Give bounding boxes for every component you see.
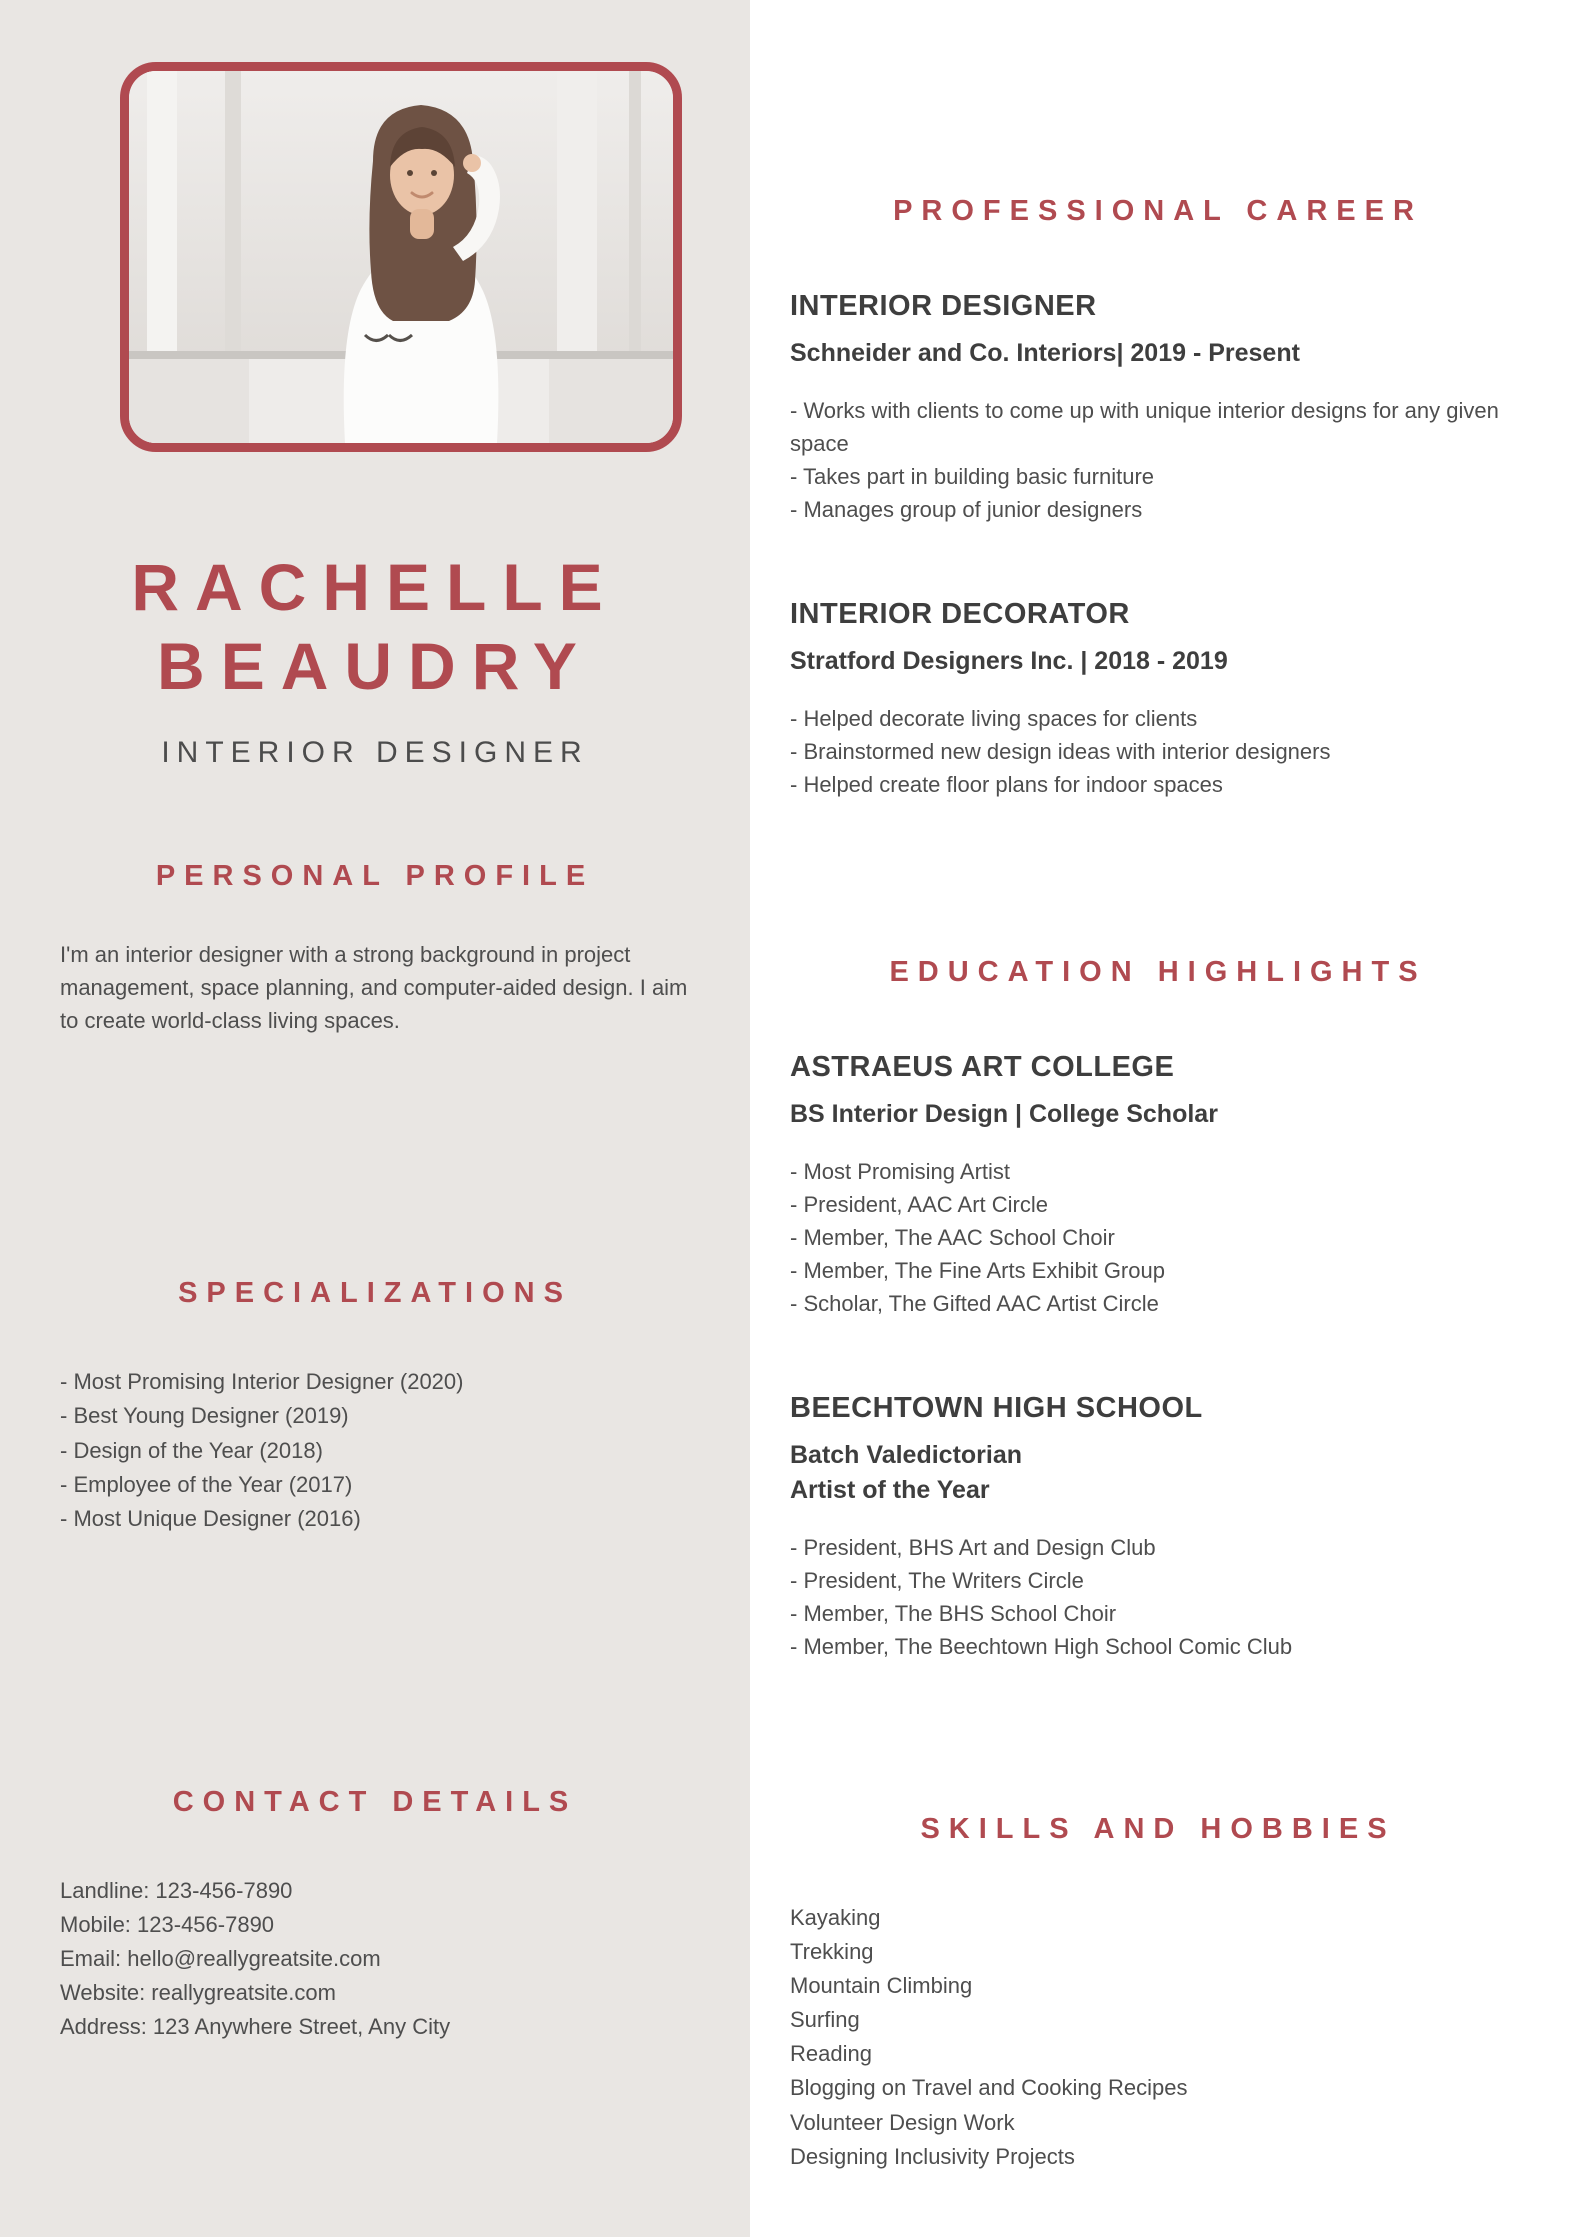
education-bullet: - Member, The Fine Arts Exhibit Group xyxy=(790,1258,1165,1283)
job-title: INTERIOR DESIGNER xyxy=(790,290,1097,322)
contact-email: Email: hello@reallygreatsite.com xyxy=(60,1946,381,1972)
name-line-2: BEAUDRY xyxy=(157,629,593,704)
education-bullets xyxy=(790,1155,1510,1320)
education-entry xyxy=(790,1392,1526,1663)
specialization-item: - Most Promising Interior Designer (2020) xyxy=(60,1369,464,1395)
job-bullet: - Helped create floor plans for indoor spaces xyxy=(790,772,1223,797)
personal-profile-heading: PERSONAL PROFILE xyxy=(155,860,595,893)
profile-photo-frame xyxy=(120,62,682,452)
person-role: INTERIOR DESIGNER xyxy=(161,736,589,770)
name-line-1: RACHELLE xyxy=(131,550,619,624)
honor-line: Batch Valedictorian xyxy=(790,1441,1023,1469)
education-bullet: - President, BHS Art and Design Club xyxy=(790,1535,1156,1560)
person-name xyxy=(0,548,750,706)
left-sidebar xyxy=(0,0,750,2237)
skills-hobbies-heading: SKILLS AND HOBBIES xyxy=(920,1813,1396,1845)
section-professional-career xyxy=(790,195,1526,801)
skills-list xyxy=(790,1901,1526,2174)
contact-website: Website: reallygreatsite.com xyxy=(60,1980,336,2006)
job-bullet: - Brainstormed new design ideas with interior designers xyxy=(790,739,1331,764)
contact-details-heading: CONTACT DETAILS xyxy=(172,1785,578,1818)
education-bullets xyxy=(790,1531,1510,1663)
career-entry xyxy=(790,290,1526,526)
specialization-item: - Design of the Year (2018) xyxy=(60,1437,323,1463)
skill-item: Reading xyxy=(790,2041,872,2067)
contact-address: Address: 123 Anywhere Street, Any City xyxy=(60,2014,451,2040)
job-company-dates: Schneider and Co. Interiors| 2019 - Present xyxy=(790,339,1300,367)
school-name: ASTRAEUS ART COLLEGE xyxy=(790,1051,1175,1083)
specialization-item: - Employee of the Year (2017) xyxy=(60,1471,353,1497)
job-bullet: - Manages group of junior designers xyxy=(790,497,1143,522)
specializations-heading: SPECIALIZATIONS xyxy=(178,1277,572,1310)
job-bullets xyxy=(790,394,1510,526)
education-highlights-heading: EDUCATION HIGHLIGHTS xyxy=(889,956,1427,988)
school-name: BEECHTOWN HIGH SCHOOL xyxy=(790,1392,1203,1424)
career-entry xyxy=(790,598,1526,801)
job-title: INTERIOR DECORATOR xyxy=(790,598,1130,630)
education-bullet: - President, AAC Art Circle xyxy=(790,1192,1048,1217)
section-education-highlights xyxy=(790,956,1526,1663)
education-entry xyxy=(790,1051,1526,1320)
job-bullet: - Takes part in building basic furniture xyxy=(790,464,1155,489)
contact-details-list xyxy=(60,1874,700,2044)
skill-item: Surfing xyxy=(790,2007,860,2033)
education-bullet: - Scholar, The Gifted AAC Artist Circle xyxy=(790,1291,1159,1316)
skill-item: Trekking xyxy=(790,1939,874,1965)
job-bullet: - Works with clients to come up with unique interior designs for any given space xyxy=(790,398,1499,456)
job-company-dates: Stratford Designers Inc. | 2018 - 2019 xyxy=(790,647,1228,675)
main-column xyxy=(750,0,1588,2237)
education-bullet: - President, The Writers Circle xyxy=(790,1568,1084,1593)
specialization-item: - Best Young Designer (2019) xyxy=(60,1403,349,1429)
education-bullet: - Most Promising Artist xyxy=(790,1159,1011,1184)
skill-item: Volunteer Design Work xyxy=(790,2109,1015,2135)
skill-item: Kayaking xyxy=(790,1905,881,1930)
skill-item: Mountain Climbing xyxy=(790,1973,973,1999)
contact-landline: Landline: 123-456-7890 xyxy=(60,1877,293,1903)
honor-line: Artist of the Year xyxy=(790,1476,990,1504)
education-bullet: - Member, The BHS School Choir xyxy=(790,1601,1117,1626)
job-bullet: - Helped decorate living spaces for clients xyxy=(790,706,1198,731)
contact-mobile: Mobile: 123-456-7890 xyxy=(60,1911,275,1937)
personal-profile-text: I'm an interior designer with a strong background in project management, space planning, and computer-aided design. I aim to create world-class living spaces. xyxy=(60,942,688,1034)
profile-photo xyxy=(129,71,673,443)
professional-career-heading: PROFESSIONAL CAREER xyxy=(893,195,1423,227)
specializations-list xyxy=(60,1365,700,1535)
education-bullet: - Member, The Beechtown High School Comic Club xyxy=(790,1634,1293,1659)
section-skills-hobbies xyxy=(790,1813,1526,2174)
specialization-item: - Most Unique Designer (2016) xyxy=(60,1505,361,1531)
degree-honors: BS Interior Design | College Scholar xyxy=(790,1100,1218,1128)
education-bullet: - Member, The AAC School Choir xyxy=(790,1225,1115,1250)
skill-item: Blogging on Travel and Cooking Recipes xyxy=(790,2075,1188,2101)
job-bullets xyxy=(790,702,1510,801)
skill-item: Designing Inclusivity Projects xyxy=(790,2143,1075,2169)
